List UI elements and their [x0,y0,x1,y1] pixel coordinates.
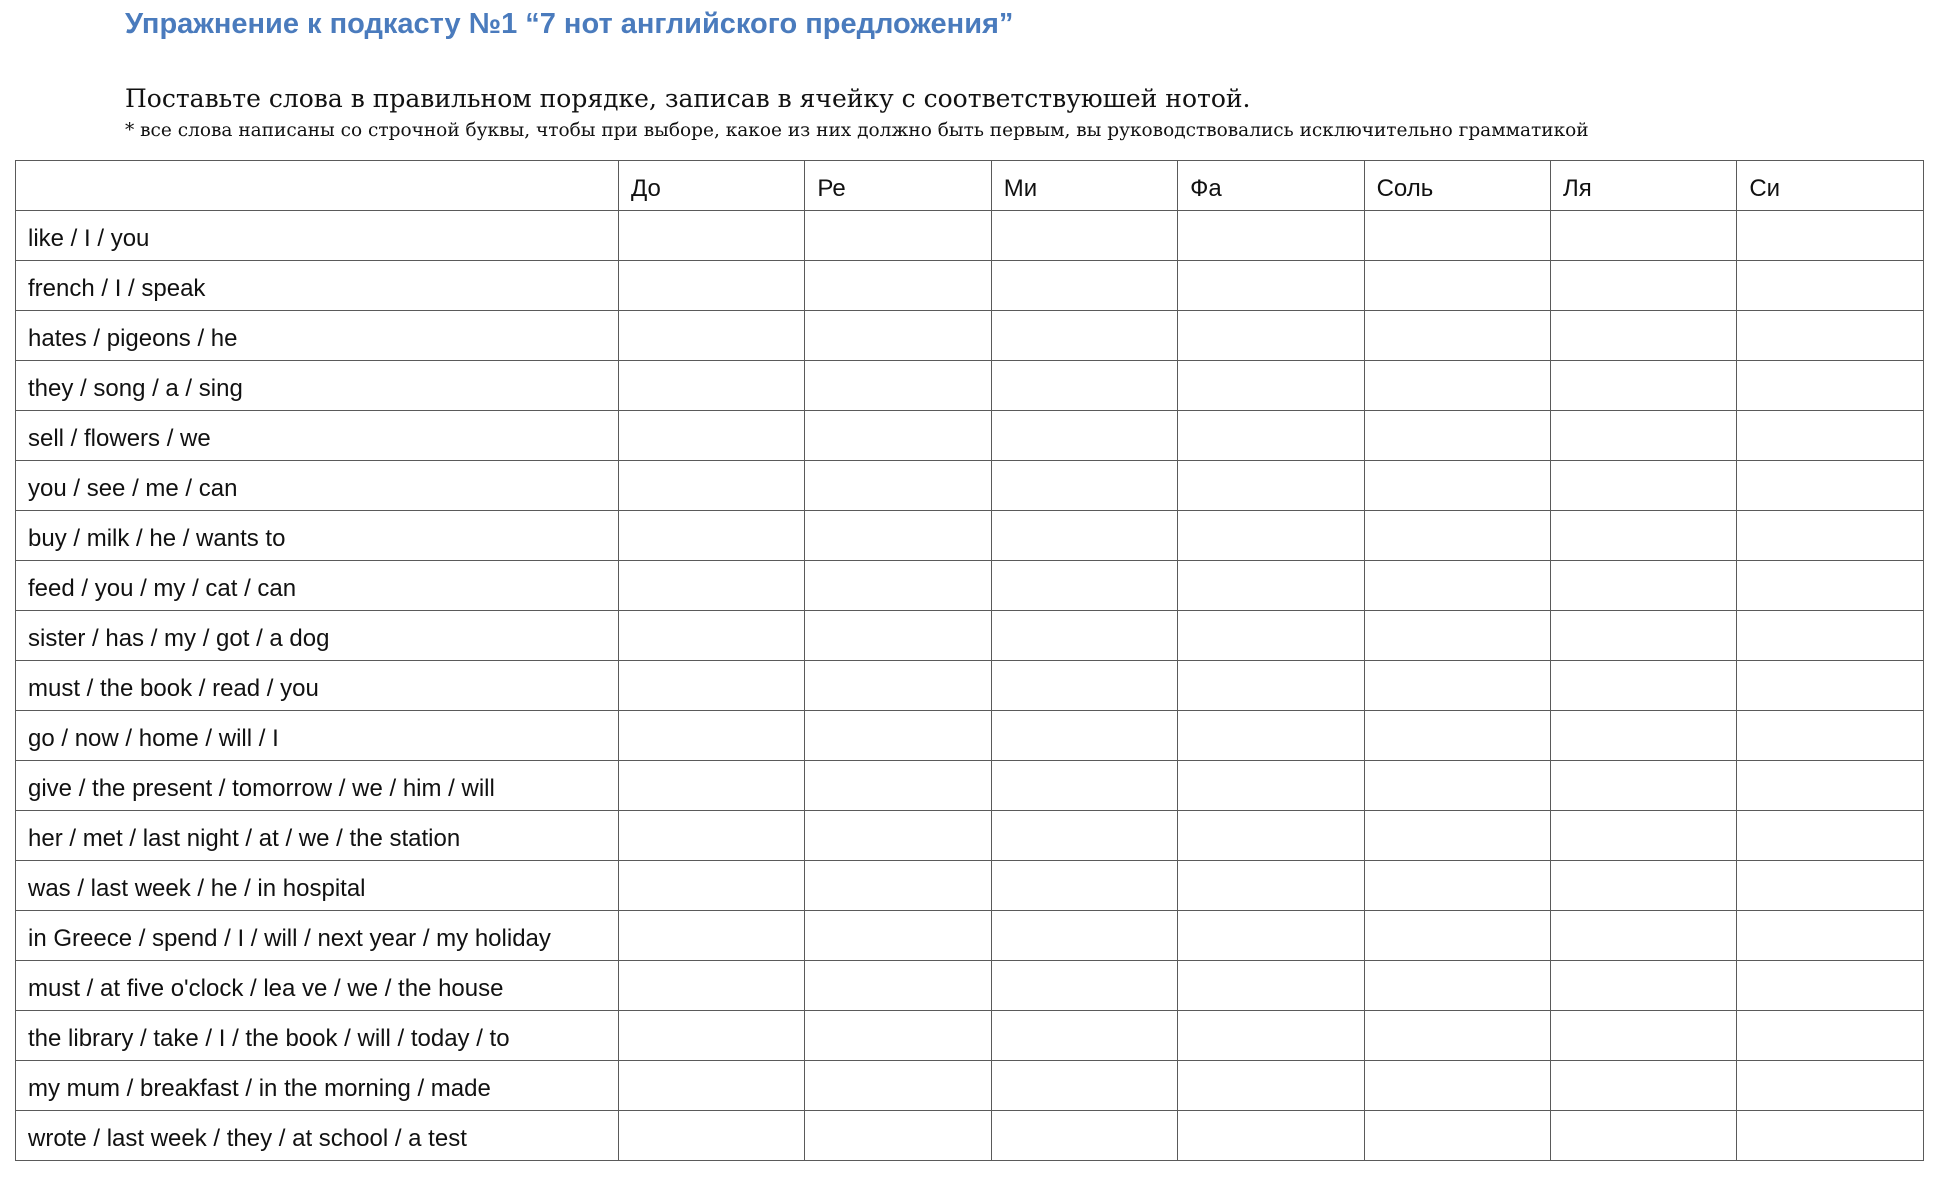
answer-cell[interactable] [619,661,805,711]
answer-cell[interactable] [1737,561,1923,611]
answer-cell[interactable] [1178,861,1364,911]
answer-cell[interactable] [619,411,805,461]
answer-cell[interactable] [991,611,1177,661]
table-row [16,961,1924,1011]
answer-cell[interactable] [1364,961,1550,1011]
answer-cell[interactable] [1178,811,1364,861]
answer-cell[interactable] [1550,811,1736,861]
answer-cell[interactable] [1550,761,1736,811]
answer-cell[interactable] [805,411,991,461]
answer-cell[interactable] [1364,511,1550,561]
answer-cell[interactable] [1364,811,1550,861]
answer-cell[interactable] [1364,1061,1550,1111]
answer-cell[interactable] [619,911,805,961]
answer-cell[interactable] [619,611,805,661]
table-row [16,261,1924,311]
answer-cell[interactable] [991,661,1177,711]
answer-cell[interactable] [805,511,991,561]
answer-cell[interactable] [1737,661,1923,711]
answer-cell[interactable] [619,1061,805,1111]
word-set-cell: was / last week / he / in hospital [16,861,619,911]
answer-cell[interactable] [1737,1011,1923,1061]
answer-cell[interactable] [1178,711,1364,761]
answer-cell[interactable] [1550,861,1736,911]
answer-cell[interactable] [805,661,991,711]
answer-cell[interactable] [1550,361,1736,411]
answer-cell[interactable] [1178,511,1364,561]
answer-cell[interactable] [991,1111,1177,1161]
answer-cell[interactable] [1737,461,1923,511]
answer-cell[interactable] [805,261,991,311]
table-body [16,211,1924,1161]
answer-cell[interactable] [1737,311,1923,361]
table-row [16,311,1924,361]
word-set-cell: french / I / speak [16,261,619,311]
answer-cell[interactable] [1178,411,1364,461]
answer-cell[interactable] [991,811,1177,861]
answer-cell[interactable] [805,761,991,811]
answer-cell[interactable] [805,611,991,661]
answer-cell[interactable] [805,361,991,411]
answer-cell[interactable] [1550,411,1736,461]
answer-cell[interactable] [1737,711,1923,761]
answer-cell[interactable] [991,511,1177,561]
word-set-cell: the library / take / I / the book / will / today / to [16,1011,619,1061]
header-cell-mi: Ми [991,161,1177,211]
word-set-cell: must / the book / read / you [16,661,619,711]
answer-cell[interactable] [1550,461,1736,511]
answer-cell[interactable] [805,711,991,761]
table-row [16,811,1924,861]
answer-cell[interactable] [991,711,1177,761]
answer-cell[interactable] [619,761,805,811]
answer-cell[interactable] [619,711,805,761]
instruction-text: Поставьте слова в правильном порядке, записав в ячейку с соответствуюшей нотой. [125,84,1251,113]
answer-cell[interactable] [991,561,1177,611]
answer-cell[interactable] [991,1061,1177,1111]
answer-cell[interactable] [619,1111,805,1161]
answer-cell[interactable] [1364,211,1550,261]
answer-cell[interactable] [991,961,1177,1011]
header-cell-sol: Соль [1364,161,1550,211]
answer-cell[interactable] [1364,1111,1550,1161]
table-row [16,761,1924,811]
table-row [16,561,1924,611]
answer-cell[interactable] [1364,911,1550,961]
table-row [16,661,1924,711]
answer-cell[interactable] [1737,961,1923,1011]
answer-cell[interactable] [991,411,1177,461]
table-row [16,911,1924,961]
answer-cell[interactable] [1737,361,1923,411]
answer-cell[interactable] [619,211,805,261]
answer-cell[interactable] [1178,261,1364,311]
answer-cell[interactable] [991,211,1177,261]
answer-cell[interactable] [1364,311,1550,361]
answer-cell[interactable] [1737,811,1923,861]
answer-cell[interactable] [1737,1061,1923,1111]
answer-cell[interactable] [1178,911,1364,961]
answer-cell[interactable] [1178,1011,1364,1061]
answer-cell[interactable] [1550,711,1736,761]
answer-cell[interactable] [991,361,1177,411]
answer-cell[interactable] [619,811,805,861]
header-cell-re: Ре [805,161,991,211]
word-set-cell: feed / you / my / cat / can [16,561,619,611]
answer-cell[interactable] [1178,661,1364,711]
word-set-cell: give / the present / tomorrow / we / him / will [16,761,619,811]
answer-cell[interactable] [619,511,805,561]
answer-cell[interactable] [1550,511,1736,561]
answer-cell[interactable] [1178,561,1364,611]
answer-cell[interactable] [1737,861,1923,911]
answer-cell[interactable] [805,811,991,861]
answer-cell[interactable] [991,311,1177,361]
answer-cell[interactable] [1550,261,1736,311]
answer-cell[interactable] [1364,261,1550,311]
header-cell-fa: Фа [1178,161,1364,211]
header-cell-sentence [16,161,619,211]
answer-cell[interactable] [805,311,991,361]
table-row [16,711,1924,761]
word-set-cell: wrote / last week / they / at school / a test [16,1111,619,1161]
word-set-cell: my mum / breakfast / in the morning / made [16,1061,619,1111]
note-text: * все слова написаны со строчной буквы, чтобы при выборе, какое из них должно быть первым, вы руководствовались исключительно грамматикой [125,120,1589,141]
answer-cell[interactable] [1178,1061,1364,1111]
answer-cell[interactable] [1178,961,1364,1011]
answer-cell[interactable] [1737,1111,1923,1161]
answer-cell[interactable] [1737,511,1923,561]
word-set-cell: sister / has / my / got / a dog [16,611,619,661]
answer-cell[interactable] [805,961,991,1011]
answer-cell[interactable] [1550,911,1736,961]
answer-cell[interactable] [619,961,805,1011]
table-row [16,211,1924,261]
answer-cell[interactable] [1550,1011,1736,1061]
word-set-cell: like / I / you [16,211,619,261]
answer-cell[interactable] [805,1111,991,1161]
answer-cell[interactable] [1737,761,1923,811]
word-set-cell: must / at five o'clock / lea ve / we / the house [16,961,619,1011]
answer-cell[interactable] [1550,961,1736,1011]
answer-cell[interactable] [805,1061,991,1111]
answer-cell[interactable] [1178,211,1364,261]
answer-cell[interactable] [1178,1111,1364,1161]
answer-cell[interactable] [1550,311,1736,361]
answer-cell[interactable] [991,911,1177,961]
answer-cell[interactable] [1550,1061,1736,1111]
table-row [16,1111,1924,1161]
answer-cell[interactable] [1178,311,1364,361]
answer-cell[interactable] [1178,361,1364,411]
answer-cell[interactable] [1550,611,1736,661]
table-row [16,861,1924,911]
header-cell-la: Ля [1550,161,1736,211]
answer-cell[interactable] [1364,611,1550,661]
header-cell-do: До [619,161,805,211]
word-set-cell: sell / flowers / we [16,411,619,461]
table-row [16,461,1924,511]
answer-cell[interactable] [1737,211,1923,261]
answer-cell[interactable] [1364,661,1550,711]
answer-cell[interactable] [1364,411,1550,461]
answer-cell[interactable] [619,361,805,411]
answer-cell[interactable] [1737,911,1923,961]
header-cell-si: Си [1737,161,1923,211]
word-set-cell: go / now / home / will / I [16,711,619,761]
answer-cell[interactable] [1178,611,1364,661]
answer-cell[interactable] [1550,211,1736,261]
answer-cell[interactable] [619,861,805,911]
word-set-cell: in Greece / spend / I / will / next year / my holiday [16,911,619,961]
page-title: Упражнение к подкасту №1 “7 нот английского предложения” [125,8,1014,40]
answer-cell[interactable] [805,461,991,511]
answer-cell[interactable] [805,211,991,261]
answer-cell[interactable] [805,561,991,611]
answer-cell[interactable] [619,261,805,311]
table-row [16,361,1924,411]
table-row [16,611,1924,661]
table-row [16,1061,1924,1111]
answer-cell[interactable] [619,1011,805,1061]
answer-cell[interactable] [1364,861,1550,911]
table-row [16,1011,1924,1061]
answer-cell[interactable] [991,261,1177,311]
answer-cell[interactable] [1364,1011,1550,1061]
table-row [16,411,1924,461]
word-set-cell: you / see / me / can [16,461,619,511]
answer-cell[interactable] [619,461,805,511]
answer-cell[interactable] [1737,261,1923,311]
answer-cell[interactable] [805,861,991,911]
answer-cell[interactable] [1550,661,1736,711]
answer-cell[interactable] [1550,561,1736,611]
word-set-cell: buy / milk / he / wants to [16,511,619,561]
answer-cell[interactable] [1737,611,1923,661]
word-set-cell: they / song / a / sing [16,361,619,411]
answer-cell[interactable] [1364,761,1550,811]
answer-cell[interactable] [1364,461,1550,511]
answer-cell[interactable] [991,1011,1177,1061]
answer-cell[interactable] [1178,461,1364,511]
answer-cell[interactable] [991,861,1177,911]
word-set-cell: her / met / last night / at / we / the station [16,811,619,861]
answer-cell[interactable] [991,761,1177,811]
answer-cell[interactable] [805,911,991,961]
word-set-cell: hates / pigeons / he [16,311,619,361]
exercise-table [15,160,1924,1161]
table-row [16,511,1924,561]
answer-cell[interactable] [619,561,805,611]
answer-cell[interactable] [1737,411,1923,461]
answer-cell[interactable] [1178,761,1364,811]
header-row [16,161,1924,211]
answer-cell[interactable] [805,1011,991,1061]
answer-cell[interactable] [991,461,1177,511]
answer-cell[interactable] [1364,561,1550,611]
answer-cell[interactable] [619,311,805,361]
answer-cell[interactable] [1550,1111,1736,1161]
answer-cell[interactable] [1364,361,1550,411]
answer-cell[interactable] [1364,711,1550,761]
